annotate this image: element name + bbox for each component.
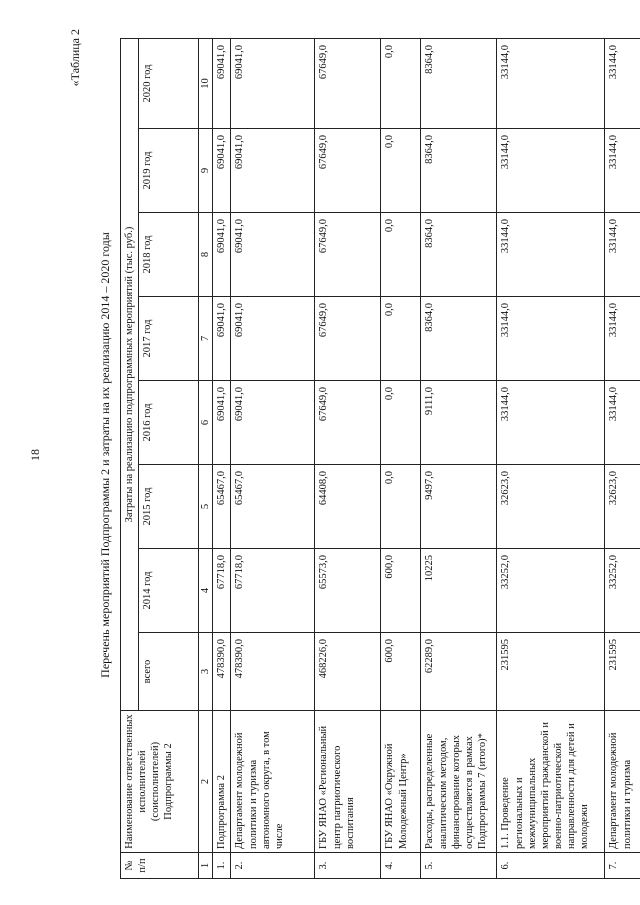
- row-name: Департамент молодежной политики и туризма автономного округа, в том числе: [231, 711, 315, 853]
- row-value: 69041,0: [213, 381, 231, 465]
- row-value: 33252,0: [497, 549, 605, 633]
- row-num: 1.: [213, 853, 231, 879]
- row-total: 478390,0: [213, 633, 231, 711]
- row-value: 33144,0: [605, 297, 640, 381]
- row-value: 0,0: [381, 381, 421, 465]
- header-year: 2015 год: [139, 465, 199, 549]
- row-value: 69041,0: [213, 297, 231, 381]
- index-cell: 5: [199, 465, 213, 549]
- row-value: 67649,0: [315, 39, 381, 129]
- row-value: 9111,0: [421, 381, 497, 465]
- row-value: 33144,0: [497, 297, 605, 381]
- index-cell: 4: [199, 549, 213, 633]
- row-name: Подпрограмма 2: [213, 711, 231, 853]
- row-value: 67649,0: [315, 381, 381, 465]
- table-row: [497, 39, 605, 879]
- row-value: 69041,0: [213, 39, 231, 129]
- header-year: 2019 год: [139, 129, 199, 213]
- row-value: 0,0: [381, 39, 421, 129]
- row-value: 67649,0: [315, 129, 381, 213]
- row-value: 69041,0: [231, 129, 315, 213]
- header-year: 2017 год: [139, 297, 199, 381]
- header-year: 2020 год: [139, 39, 199, 129]
- row-total: 231595: [605, 633, 640, 711]
- row-value: 0,0: [381, 465, 421, 549]
- index-cell: 7: [199, 297, 213, 381]
- table-label: «Таблица 2: [68, 29, 82, 87]
- row-value: 64408,0: [315, 465, 381, 549]
- page-number: 18: [28, 449, 42, 461]
- row-value: 69041,0: [213, 213, 231, 297]
- row-value: 65467,0: [231, 465, 315, 549]
- row-value: 69041,0: [213, 129, 231, 213]
- row-value: 33144,0: [605, 381, 640, 465]
- index-cell: 2: [199, 711, 213, 853]
- row-name: ГБУ ЯНАО «Окружной Молодежный Центр»: [381, 711, 421, 853]
- row-num: 6.: [497, 853, 605, 879]
- index-cell: 9: [199, 129, 213, 213]
- row-total: 600,0: [381, 633, 421, 711]
- index-cell: 8: [199, 213, 213, 297]
- row-value: 65573,0: [315, 549, 381, 633]
- index-cell: 6: [199, 381, 213, 465]
- header-num: № п/п: [121, 853, 199, 879]
- index-cell: 10: [199, 39, 213, 129]
- row-value: 10225: [421, 549, 497, 633]
- row-value: 67649,0: [315, 213, 381, 297]
- row-num: 4.: [381, 853, 421, 879]
- row-value: 69041,0: [231, 39, 315, 129]
- row-value: 0,0: [381, 297, 421, 381]
- row-num: 2.: [231, 853, 315, 879]
- row-value: 33144,0: [497, 213, 605, 297]
- rotated-page: [10, 15, 633, 895]
- row-value: 33144,0: [605, 39, 640, 129]
- row-value: 67718,0: [231, 549, 315, 633]
- row-total: 478390,0: [231, 633, 315, 711]
- index-cell: 1: [199, 853, 213, 879]
- table-row: [231, 39, 315, 879]
- row-value: 0,0: [381, 213, 421, 297]
- header-total: всего: [139, 633, 199, 711]
- header-name: Наименование ответственных исполнителей (соисполнителей) Подпрограммы 2: [121, 711, 199, 853]
- row-value: 33144,0: [497, 39, 605, 129]
- row-value: 0,0: [381, 129, 421, 213]
- row-value: 8364,0: [421, 297, 497, 381]
- row-value: 33252,0: [605, 549, 640, 633]
- table-row: [381, 39, 421, 879]
- table-row: [315, 39, 381, 879]
- header-year: 2014 год: [139, 549, 199, 633]
- row-value: 8364,0: [421, 129, 497, 213]
- row-value: 33144,0: [605, 213, 640, 297]
- row-value: 69041,0: [231, 297, 315, 381]
- row-value: 9497,0: [421, 465, 497, 549]
- index-cell: 3: [199, 633, 213, 711]
- row-value: 32623,0: [497, 465, 605, 549]
- row-name: Расходы, распределенные аналитическим методом, финансирование которых осуществляется в рамках Подпрограммы 7 (итого)*: [421, 711, 497, 853]
- row-value: 67718,0: [213, 549, 231, 633]
- row-value: 8364,0: [421, 213, 497, 297]
- index-row: [199, 39, 213, 879]
- row-value: 33144,0: [497, 129, 605, 213]
- row-name: ГБУ ЯНАО «Региональный центр патриотического воспитания: [315, 711, 381, 853]
- row-total: 231595: [497, 633, 605, 711]
- row-name: Департамент молодежной политики и туризма: [605, 711, 640, 853]
- table-row: [421, 39, 497, 879]
- row-value: 600,0: [381, 549, 421, 633]
- header-year: 2018 год: [139, 213, 199, 297]
- row-num: 7.: [605, 853, 640, 879]
- header-year: 2016 год: [139, 381, 199, 465]
- header-costs: Затраты на реализацию подпрограммных мероприятий (тыс. руб.): [121, 39, 139, 711]
- table-row: [605, 39, 640, 879]
- row-value: 69041,0: [231, 381, 315, 465]
- row-value: 33144,0: [497, 381, 605, 465]
- row-value: 69041,0: [231, 213, 315, 297]
- row-num: 5.: [421, 853, 497, 879]
- row-value: 65467,0: [213, 465, 231, 549]
- row-value: 32623,0: [605, 465, 640, 549]
- table-row: [213, 39, 231, 879]
- document-title: Перечень мероприятий Подпрограммы 2 и затраты на их реализацию 2014 – 2020 годы: [98, 232, 112, 678]
- expenses-table: [120, 38, 640, 879]
- row-value: 67649,0: [315, 297, 381, 381]
- row-name: 1.1. Проведение региональных и межмуниципальных мероприятий гражданской и военно-патриотической направленности для детей и молодежи: [497, 711, 605, 853]
- row-total: 468226,0: [315, 633, 381, 711]
- row-num: 3.: [315, 853, 381, 879]
- row-value: 8364,0: [421, 39, 497, 129]
- row-total: 62289,0: [421, 633, 497, 711]
- row-value: 33144,0: [605, 129, 640, 213]
